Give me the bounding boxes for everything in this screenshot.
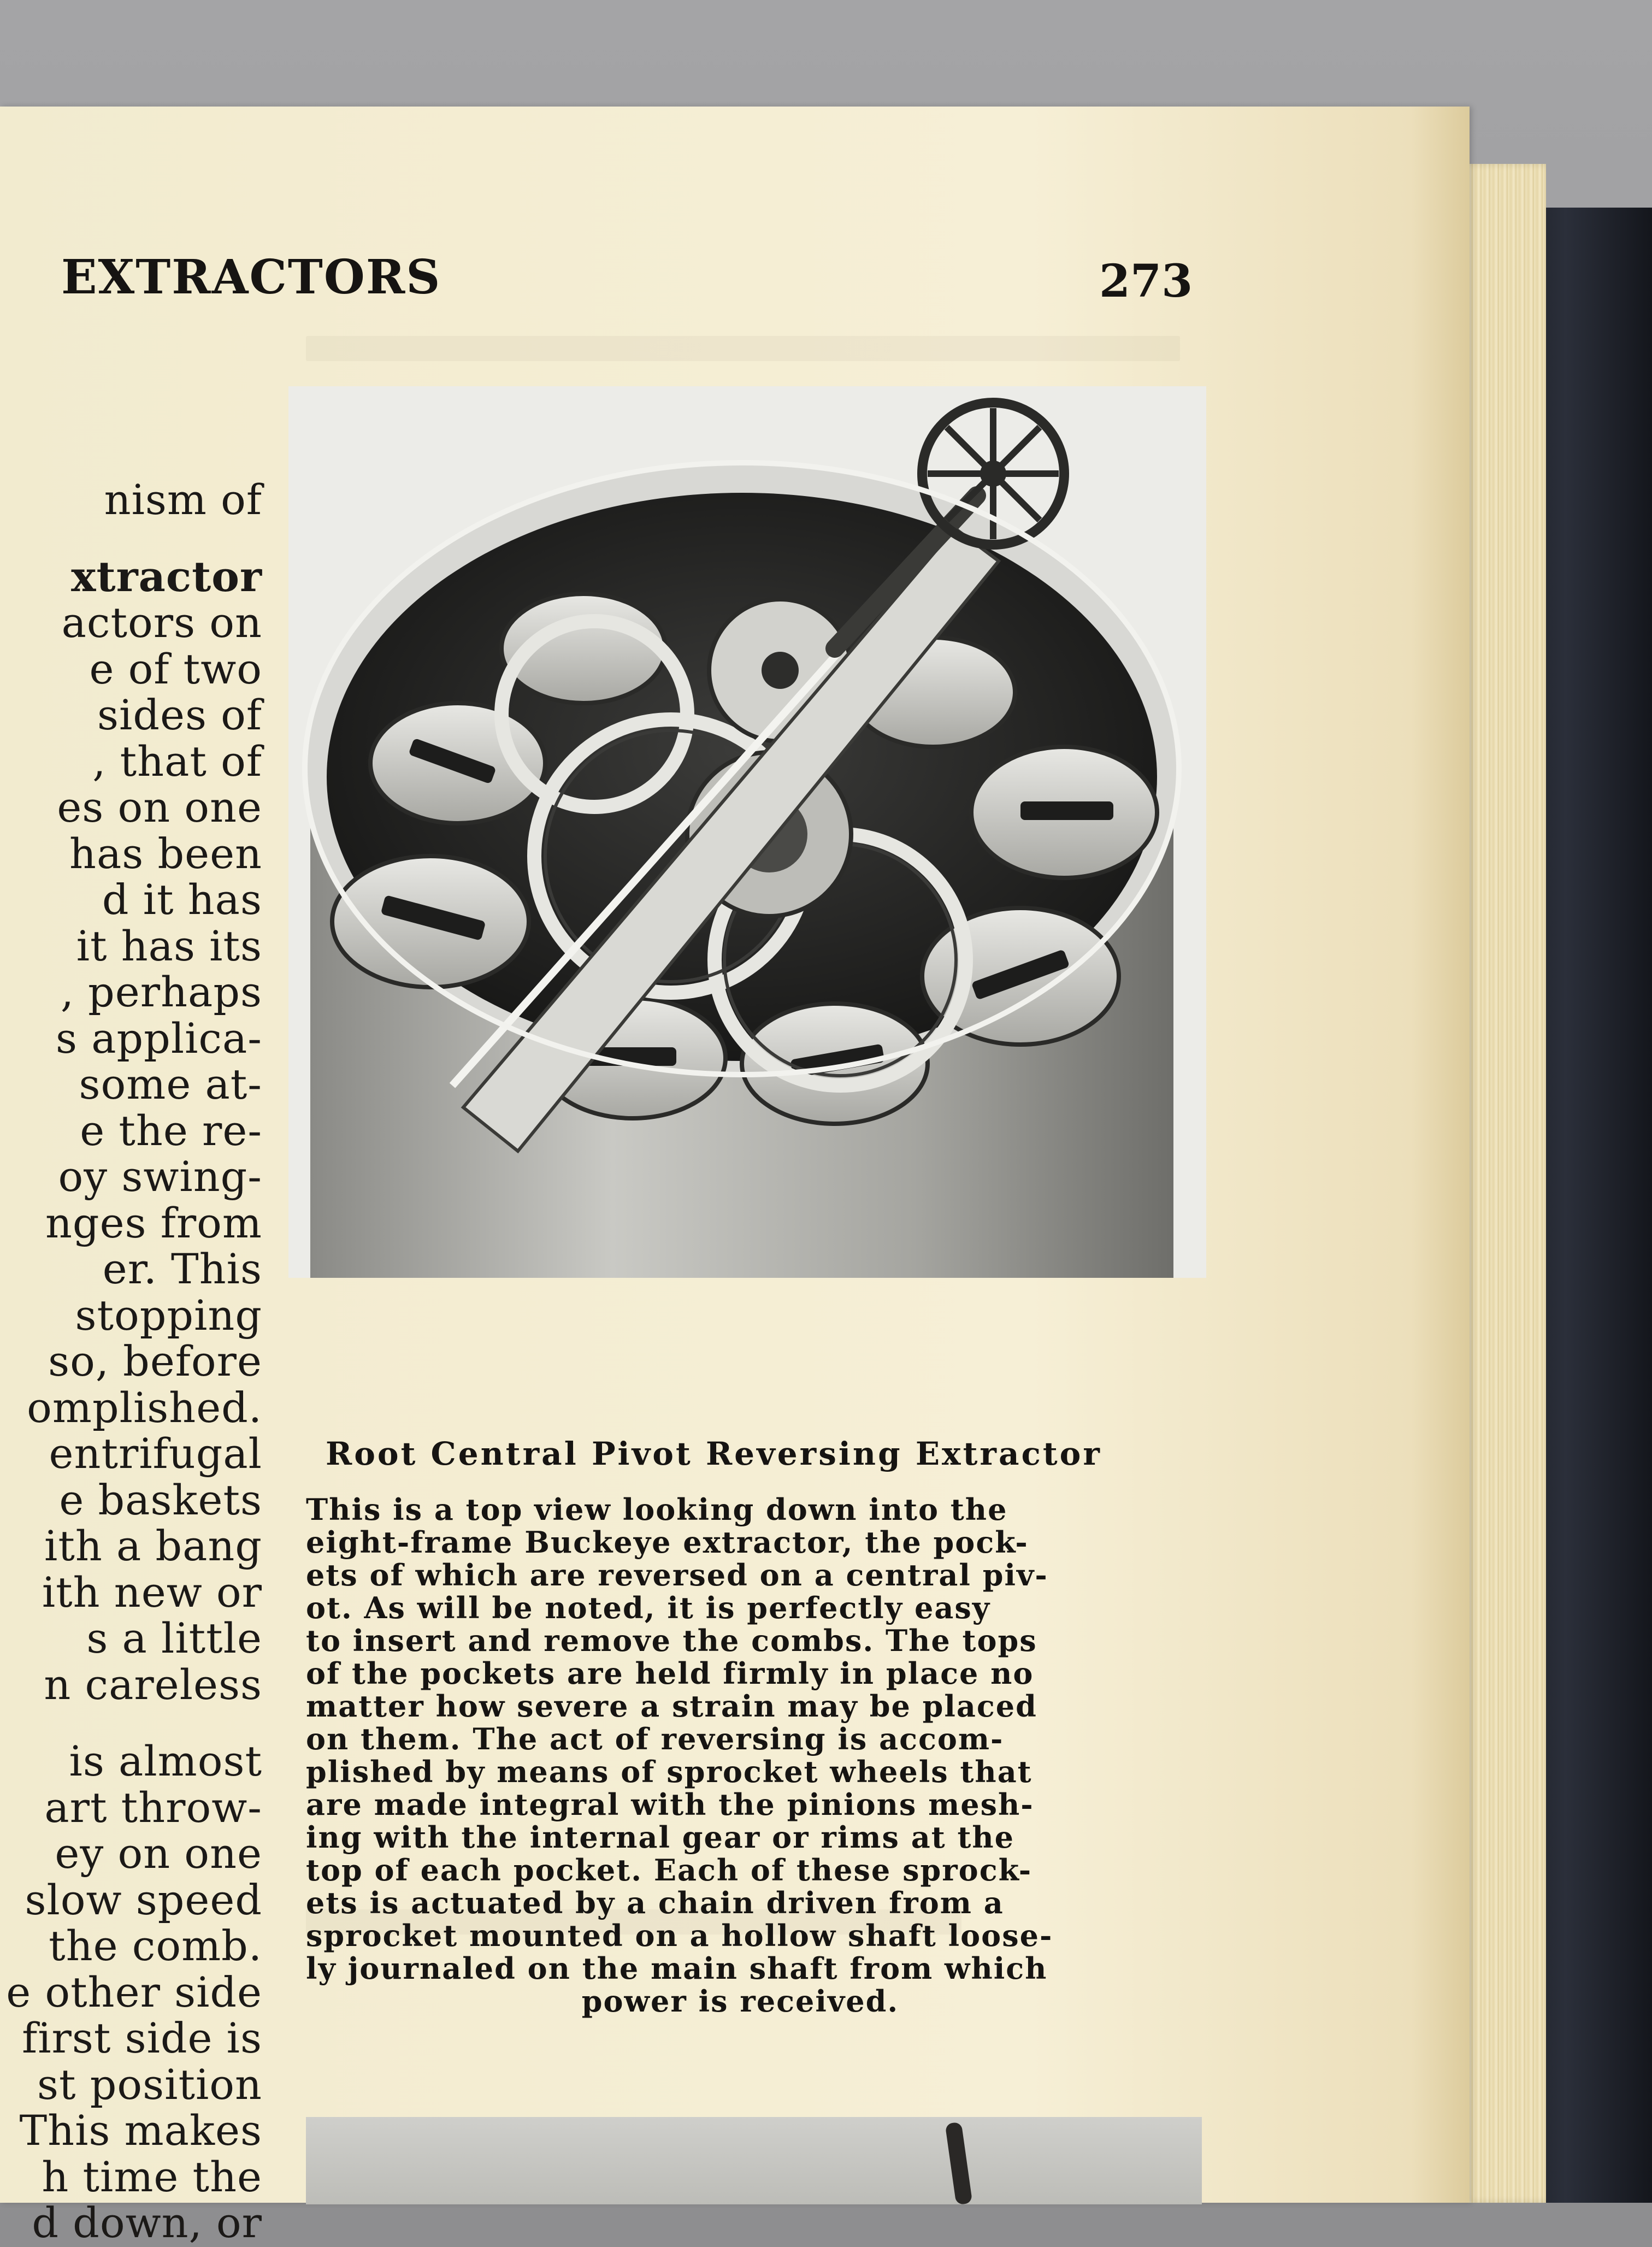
- left-column-line: some at-: [79, 1060, 262, 1108]
- caption-line: ets is actuated by a chain driven from a: [306, 1885, 1004, 1920]
- page-edges: [1464, 164, 1546, 2203]
- caption-line: are made integral with the pinions mesh-: [306, 1787, 1034, 1822]
- figure-caption-title: Root Central Pivot Reversing Extractor: [326, 1435, 1102, 1472]
- book-page: [0, 107, 1470, 2247]
- page-number: 273: [1099, 255, 1193, 308]
- caption-line: ets of which are reversed on a central piv-: [306, 1558, 1048, 1593]
- left-column-line: first side is: [22, 2014, 262, 2062]
- caption-line: ing with the internal gear or rims at the: [306, 1820, 1014, 1855]
- left-column-line: ey on one: [55, 1829, 262, 1878]
- left-column-line: e the re-: [80, 1106, 262, 1155]
- caption-line: top of each pocket. Each of these sprock-: [306, 1853, 1032, 1888]
- left-column-line: has been: [69, 829, 262, 878]
- left-column-line: ith new or: [42, 1567, 262, 1617]
- left-column-line: es on one: [57, 783, 262, 831]
- left-column-line: e of two: [89, 644, 262, 693]
- running-head: EXTRACTORS: [61, 250, 441, 305]
- left-column-line: so, before: [48, 1337, 262, 1385]
- left-column-line: n careless: [44, 1660, 262, 1709]
- left-column-line: e other side: [6, 1967, 262, 2016]
- caption-line: ly journaled on the main shaft from which: [306, 1951, 1048, 1986]
- next-figure-detail: [945, 2122, 973, 2205]
- left-column-line: ith a bang: [44, 1521, 262, 1570]
- left-column-line: entrifugal: [49, 1429, 262, 1478]
- left-column-line: e baskets: [59, 1475, 262, 1524]
- left-column-line: h time the: [42, 2152, 262, 2201]
- left-column-line: the comb.: [49, 1921, 262, 1970]
- left-column-line: omplished.: [27, 1383, 262, 1432]
- caption-line: This is a top view looking down into the: [306, 1492, 1008, 1527]
- figure-caption-body: [306, 1493, 1175, 2018]
- left-column-line: slow speed: [25, 1875, 262, 1924]
- caption-line: power is received.: [581, 1984, 899, 2019]
- caption-line: ot. As will be noted, it is perfectly easy: [306, 1590, 991, 1625]
- left-column-line: nges from: [45, 1198, 262, 1247]
- next-figure-fragment: [306, 2117, 1202, 2204]
- left-column-heading: xtractor: [71, 552, 262, 601]
- caption-line: eight-frame Buckeye extractor, the pock-: [306, 1525, 1029, 1560]
- left-column-line: This makes: [19, 2106, 262, 2155]
- extractor-photograph: [288, 386, 1206, 1278]
- caption-line: on them. The act of reversing is accom-: [306, 1721, 1004, 1756]
- left-column-line: s applica-: [56, 1013, 262, 1063]
- left-column-line: er. This: [102, 1245, 262, 1293]
- left-column-line: s a little: [86, 1614, 262, 1662]
- left-column-line: is almost: [69, 1737, 262, 1785]
- caption-line: matter how severe a strain may be placed: [306, 1689, 1037, 1724]
- left-column-line: nism of: [104, 475, 262, 524]
- caption-line: sprocket mounted on a hollow shaft loose-: [306, 1918, 1053, 1953]
- show-through: [306, 336, 1180, 361]
- left-column-line: d down, or: [32, 2198, 262, 2247]
- left-column-line: stopping: [75, 1290, 262, 1340]
- caption-line: to insert and remove the combs. The tops: [306, 1623, 1037, 1658]
- left-column-line: st position: [37, 2060, 262, 2109]
- left-column-line: , that of: [92, 736, 262, 786]
- left-column-line: art throw-: [44, 1783, 262, 1832]
- left-column-line: it has its: [76, 921, 262, 970]
- caption-line: of the pockets are held firmly in place no: [306, 1656, 1034, 1691]
- left-column-line: , perhaps: [60, 968, 262, 1016]
- left-column-line: d it has: [102, 875, 262, 924]
- left-text-column: [0, 107, 262, 2247]
- caption-line: plished by means of sprocket wheels that: [306, 1754, 1032, 1789]
- left-column-line: oy swing-: [58, 1152, 262, 1201]
- left-column-line: sides of: [97, 691, 262, 739]
- left-column-line: actors on: [61, 598, 262, 647]
